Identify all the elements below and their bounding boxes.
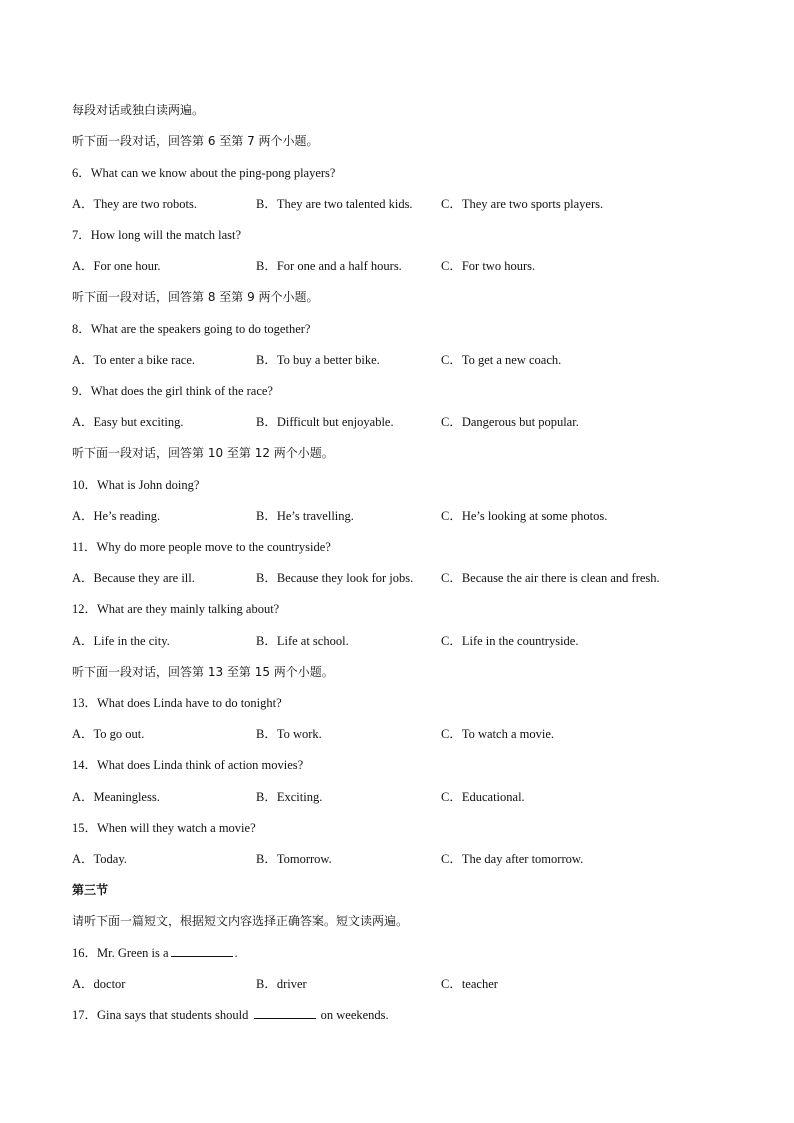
question-14: 14．What does Linda think of action movies? <box>72 758 304 772</box>
option-c: C．Life in the countryside. <box>441 634 579 648</box>
question-9: 9．What does the girl think of the race? <box>72 384 273 398</box>
section-title: 第三节 <box>72 883 109 897</box>
question-text: 16．Mr. Green is a <box>72 946 169 960</box>
question-text: 17．Gina says that students should <box>72 1008 249 1022</box>
option-c: C．Educational. <box>441 790 525 804</box>
question-6: 6．What can we know about the ping-pong players? <box>72 166 336 180</box>
question-11: 11．Why do more people move to the countryside? <box>72 540 331 554</box>
question-17 <box>72 1006 389 1024</box>
option-c: C．The day after tomorrow. <box>441 852 584 866</box>
option-c: C．To get a new coach. <box>441 353 562 367</box>
question-7: 7．How long will the match last? <box>72 228 242 242</box>
option-a: A．doctor <box>72 977 126 991</box>
option-a: A．Life in the city. <box>72 634 170 648</box>
dialogue-prompt: 听下面一段对话，回答第 6 至第 7 两个小题。 <box>72 134 319 148</box>
option-a: A．To go out. <box>72 727 145 741</box>
dialogue-prompt: 听下面一段对话，回答第 13 至第 15 两个小题。 <box>72 665 334 679</box>
option-a: A．He’s reading. <box>72 509 161 523</box>
option-a: A．For one hour. <box>72 259 161 273</box>
dialogue-prompt: 听下面一段对话，回答第 8 至第 9 两个小题。 <box>72 290 319 304</box>
option-b: B．Tomorrow. <box>256 852 332 866</box>
option-a: A．Easy but exciting. <box>72 415 184 429</box>
option-c: C．They are two sports players. <box>441 197 604 211</box>
answer-blank <box>254 1006 316 1019</box>
option-b: B．He’s travelling. <box>256 509 354 523</box>
option-b: B．Difficult but enjoyable. <box>256 415 394 429</box>
question-16 <box>72 944 238 962</box>
option-a: A．Today. <box>72 852 127 866</box>
question-10: 10．What is John doing? <box>72 478 200 492</box>
option-b: B．To buy a better bike. <box>256 353 380 367</box>
question-13: 13．What does Linda have to do tonight? <box>72 696 282 710</box>
option-b: B．Life at school. <box>256 634 349 648</box>
option-a: A．Because they are ill. <box>72 571 195 585</box>
option-b: B．Exciting. <box>256 790 323 804</box>
option-c: C．Because the air there is clean and fresh. <box>441 571 660 585</box>
section-instruction: 请听下面一篇短文，根据短文内容选择正确答案。短文读两遍。 <box>72 914 409 928</box>
option-c: C．For two hours. <box>441 259 536 273</box>
answer-blank <box>171 944 233 957</box>
option-c: C．teacher <box>441 977 498 991</box>
option-b: B．Because they look for jobs. <box>256 571 414 585</box>
intro-text: 每段对话或独白读两遍。 <box>72 103 205 117</box>
option-b: B．They are two talented kids. <box>256 197 413 211</box>
option-a: A．They are two robots. <box>72 197 197 211</box>
question-text-end: on weekends. <box>320 1008 389 1022</box>
question-8: 8．What are the speakers going to do together? <box>72 322 311 336</box>
option-b: B．To work. <box>256 727 322 741</box>
option-a: A．To enter a bike race. <box>72 353 196 367</box>
option-c: C．Dangerous but popular. <box>441 415 579 429</box>
option-c: C．He’s looking at some photos. <box>441 509 608 523</box>
option-b: B．driver <box>256 977 307 991</box>
question-text-end: . <box>234 946 238 960</box>
question-12: 12．What are they mainly talking about? <box>72 602 280 616</box>
dialogue-prompt: 听下面一段对话，回答第 10 至第 12 两个小题。 <box>72 446 334 460</box>
option-c: C．To watch a movie. <box>441 727 554 741</box>
question-15: 15．When will they watch a movie? <box>72 821 256 835</box>
option-a: A．Meaningless. <box>72 790 160 804</box>
option-b: B．For one and a half hours. <box>256 259 402 273</box>
